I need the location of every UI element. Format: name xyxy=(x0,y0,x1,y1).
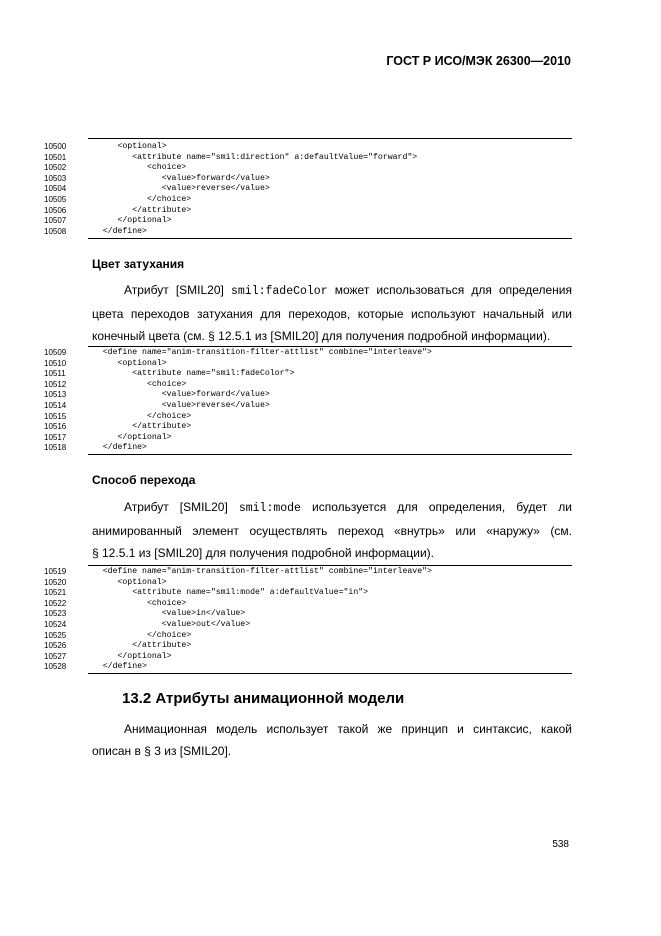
section-heading: 13.2 Атрибуты анимационной модели xyxy=(122,690,405,707)
line-number: 10523 xyxy=(44,609,67,619)
line-number: 10502 xyxy=(44,163,67,173)
line-number: 10513 xyxy=(44,390,67,400)
code-text: <attribute name="smil:direction" a:defaultValue="forward"> xyxy=(88,152,418,162)
code-line xyxy=(44,631,572,641)
code-text: <optional> xyxy=(88,142,167,151)
line-number: 10501 xyxy=(44,152,67,162)
inline-code: smil:mode xyxy=(238,502,301,515)
code-text: </choice> xyxy=(88,411,192,421)
line-number: 10508 xyxy=(44,226,67,236)
text: используется для определения, будет ли xyxy=(300,500,572,514)
code-rule-top xyxy=(88,138,572,139)
code-line xyxy=(44,620,572,630)
paragraph-line: конечный цвета (см. § 12.5.1 из [SMIL20] для получения подробной информации). xyxy=(92,329,551,343)
code-text: <value>out</value> xyxy=(88,620,251,629)
code-line xyxy=(44,359,572,369)
text: Атрибут [SMIL20] xyxy=(124,283,231,297)
code-text: <attribute name="smil:mode" a:defaultValue="in"> xyxy=(88,588,369,598)
code-text: <attribute name="smil:fadeColor"> xyxy=(88,369,295,379)
code-line xyxy=(44,142,572,152)
code-text: <choice> xyxy=(88,163,187,173)
page-number: 538 xyxy=(552,839,569,850)
code-text: </define> xyxy=(88,662,147,672)
code-line xyxy=(44,588,572,598)
line-number: 10504 xyxy=(44,184,67,194)
code-text: <optional> xyxy=(88,577,167,587)
line-number: 10517 xyxy=(44,432,67,442)
code-text: <value>forward</value> xyxy=(88,173,270,183)
code-line xyxy=(44,422,572,432)
code-line xyxy=(44,390,572,400)
code-line xyxy=(44,227,572,237)
code-text: <optional> xyxy=(88,358,167,368)
paragraph-fade-color xyxy=(92,279,572,347)
line-number: 10525 xyxy=(44,630,67,640)
line-number: 10527 xyxy=(44,651,67,661)
code-text: </choice> xyxy=(88,630,192,640)
code-text: <define name="anim-transition-filter-attlist" combine="interleave"> xyxy=(88,567,432,576)
code-text: <value>reverse</value> xyxy=(88,184,270,194)
code-line xyxy=(44,206,572,216)
paragraph-line: § 12.5.1 из [SMIL20] для получения подробной информации). xyxy=(92,546,434,560)
code-text: </optional> xyxy=(88,432,172,442)
line-number: 10528 xyxy=(44,662,67,672)
line-number: 10500 xyxy=(44,142,67,151)
line-number: 10506 xyxy=(44,205,67,215)
paragraph-line: цвета переходов затухания для переходов, которые используют начальный или xyxy=(92,307,572,321)
code-line xyxy=(44,184,572,194)
line-number: 10503 xyxy=(44,173,67,183)
code-text: <define name="anim-transition-filter-attlist" combine="interleave"> xyxy=(88,348,432,357)
paragraph-line: описан в § 3 из [SMIL20]. xyxy=(92,744,232,758)
line-number: 10524 xyxy=(44,620,67,629)
code-rule-bottom xyxy=(88,238,572,239)
code-line xyxy=(44,641,572,651)
code-rule-top xyxy=(88,565,572,566)
code-line xyxy=(44,195,572,205)
line-number: 10515 xyxy=(44,411,67,421)
code-line xyxy=(44,401,572,411)
paragraph-line: анимированный элемент осуществлять переход «внутрь» или «наружу» (см. xyxy=(92,524,572,538)
code-line xyxy=(44,609,572,619)
code-line xyxy=(44,380,572,390)
code-rule-bottom xyxy=(88,673,572,674)
text: может использоваться для определения xyxy=(327,283,572,297)
line-number: 10509 xyxy=(44,348,67,357)
code-line xyxy=(44,412,572,422)
code-text: <value>forward</value> xyxy=(88,390,270,400)
code-line xyxy=(44,578,572,588)
code-text: <choice> xyxy=(88,598,187,608)
code-text: <value>reverse</value> xyxy=(88,401,270,410)
code-text: </attribute> xyxy=(88,422,192,432)
code-text: </define> xyxy=(88,443,147,453)
code-line xyxy=(44,443,572,453)
code-text: </attribute> xyxy=(88,205,192,215)
subheading-mode: Способ перехода xyxy=(92,473,196,487)
code-line xyxy=(44,433,572,443)
page-header: ГОСТ Р ИСО/МЭК 26300—2010 xyxy=(386,54,571,68)
code-text: </define> xyxy=(88,226,147,236)
line-number: 10519 xyxy=(44,567,67,576)
paragraph-section xyxy=(92,718,572,762)
line-number: 10507 xyxy=(44,216,67,226)
line-number: 10522 xyxy=(44,598,67,608)
line-number: 10511 xyxy=(44,369,66,379)
line-number: 10526 xyxy=(44,641,67,651)
paragraph-mode xyxy=(92,496,572,564)
line-number: 10505 xyxy=(44,195,67,204)
line-number: 10518 xyxy=(44,443,67,453)
line-number: 10514 xyxy=(44,401,67,410)
code-text: <value>in</value> xyxy=(88,609,246,619)
code-line xyxy=(44,348,572,358)
code-text: </optional> xyxy=(88,216,172,226)
code-line xyxy=(44,163,572,173)
code-rule-bottom xyxy=(88,454,572,455)
code-line xyxy=(44,369,572,379)
code-line xyxy=(44,174,572,184)
line-number: 10521 xyxy=(44,588,67,598)
subheading-fade-color: Цвет затухания xyxy=(92,257,185,271)
paragraph-line xyxy=(92,496,572,520)
line-number: 10510 xyxy=(44,358,67,368)
paragraph-line xyxy=(92,279,572,303)
code-line xyxy=(44,652,572,662)
inline-code: smil:fadeColor xyxy=(230,285,328,298)
code-text: <choice> xyxy=(88,379,187,389)
code-text: </choice> xyxy=(88,195,192,204)
line-number: 10516 xyxy=(44,422,67,432)
line-number: 10512 xyxy=(44,379,67,389)
line-number: 10520 xyxy=(44,577,67,587)
code-line xyxy=(44,599,572,609)
code-text: </attribute> xyxy=(88,641,192,651)
text: Атрибут [SMIL20] xyxy=(124,500,239,514)
code-text: </optional> xyxy=(88,651,172,661)
code-line xyxy=(44,216,572,226)
code-rule-top xyxy=(88,346,572,347)
code-line xyxy=(44,153,572,163)
code-line xyxy=(44,567,572,577)
paragraph-line: Анимационная модель использует такой же принцип и синтаксис, какой xyxy=(124,722,572,736)
code-line xyxy=(44,662,572,672)
